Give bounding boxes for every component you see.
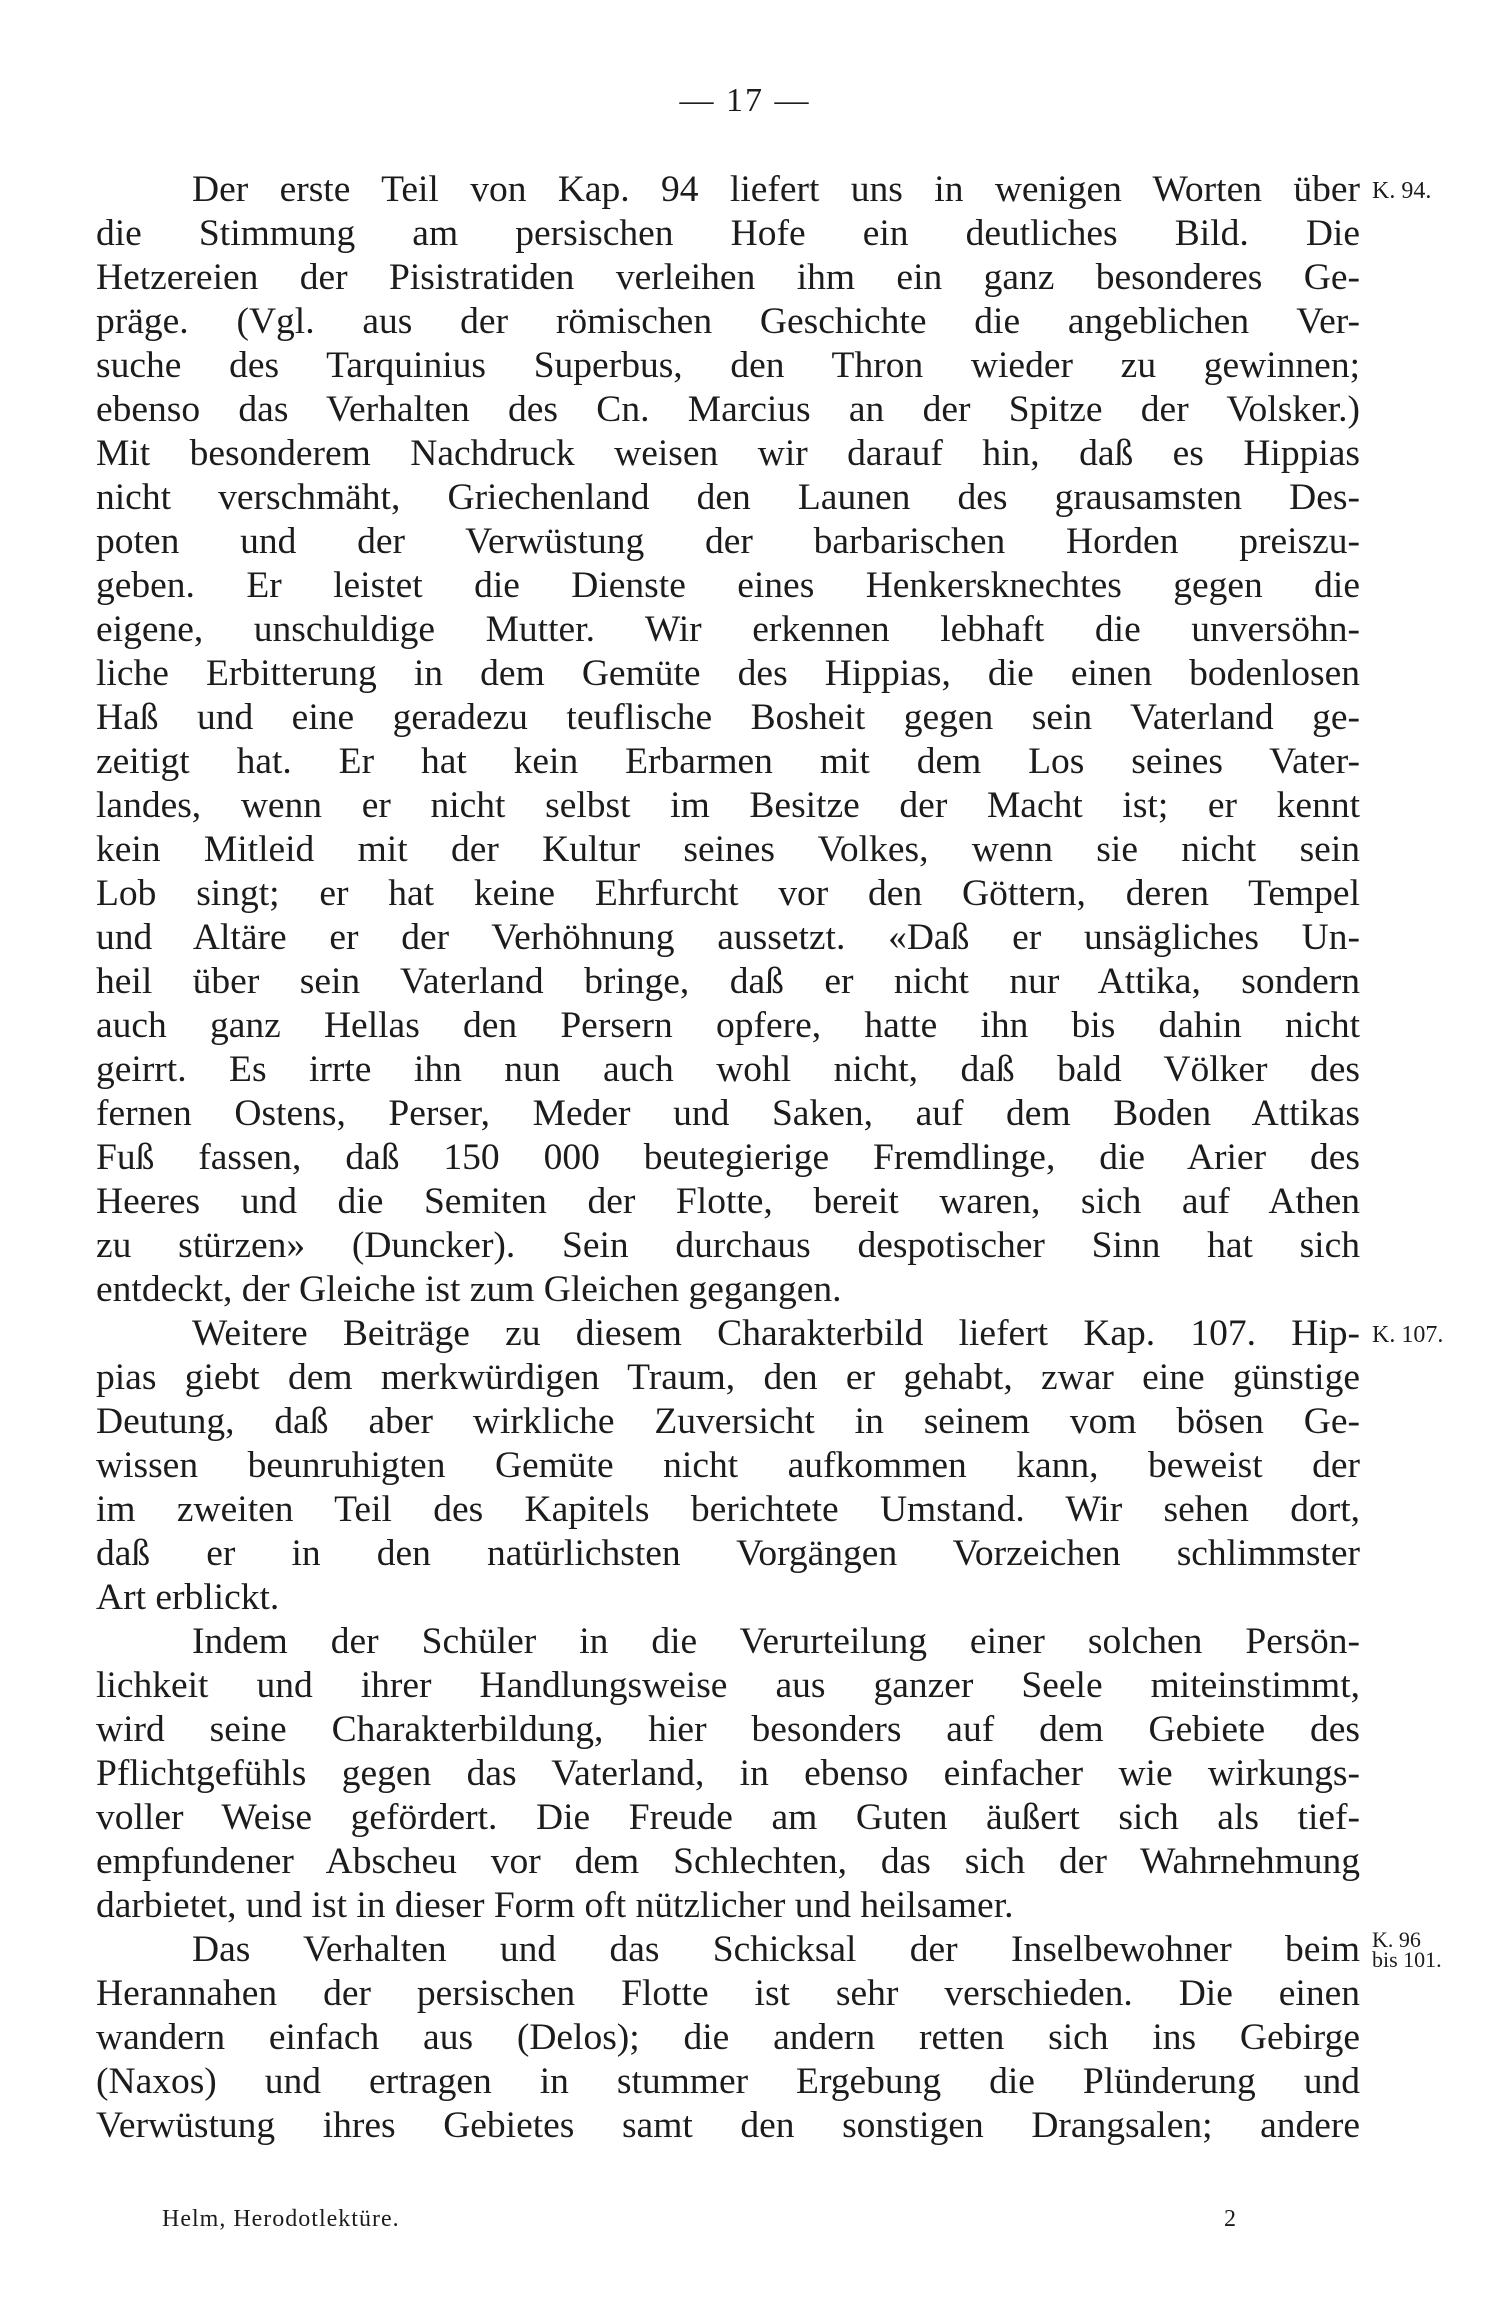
text-line: geirrt. Es irrte ihn nun auch wohl nicht, daß bald Völker des <box>96 1049 1360 1090</box>
text-line: präge. (Vgl. aus der römischen Geschichte die angeblichen Ver- <box>96 301 1360 342</box>
text-line: wird seine Charakterbildung, hier besonders auf dem Gebiete des <box>96 1709 1360 1750</box>
text-line: Das Verhalten und das Schicksal der Inselbewohner beim <box>192 1929 1360 1970</box>
text-line: Fuß fassen, daß 150 000 beutegierige Fremdlinge, die Arier des <box>96 1137 1360 1178</box>
text-line: zu stürzen» (Duncker). Sein durchaus despotischer Sinn hat sich <box>96 1225 1360 1266</box>
text-line: zeitigt hat. Er hat kein Erbarmen mit dem Los seines Vater- <box>96 741 1360 782</box>
margin-note-k96-bottom: bis 101. <box>1372 1947 1442 1972</box>
text-line: Der erste Teil von Kap. 94 liefert uns in wenigen Worten über <box>192 169 1360 210</box>
footer-author-work: Helm, Herodotlektüre. <box>162 2206 400 2232</box>
text-line: Pflichtgefühls gegen das Vaterland, in ebenso einfacher wie wirkungs- <box>96 1753 1360 1794</box>
page-number: — 17 — <box>679 82 811 119</box>
text-line: (Naxos) und ertragen in stummer Ergebung die Plünderung und <box>96 2061 1360 2102</box>
text-line: pias giebt dem merkwürdigen Traum, den er gehabt, zwar eine günstige <box>96 1357 1360 1398</box>
margin-note-k107: K. 107. <box>1372 1322 1444 1348</box>
text-line: Deutung, daß aber wirkliche Zuversicht in seinem vom bösen Ge- <box>96 1401 1360 1442</box>
text-line: entdeckt, der Gleiche ist zum Gleichen gegangen. <box>96 1269 842 1310</box>
text-line: geben. Er leistet die Dienste eines Henkersknechtes gegen die <box>96 565 1360 606</box>
text-line: fernen Ostens, Perser, Meder und Saken, auf dem Boden Attikas <box>96 1093 1360 1134</box>
text-line: heil über sein Vaterland bringe, daß er nicht nur Attika, sondern <box>96 961 1360 1002</box>
text-line: daß er in den natürlichsten Vorgängen Vorzeichen schlimmster <box>96 1533 1360 1574</box>
text-line: ebenso das Verhalten des Cn. Marcius an der Spitze der Volsker.) <box>96 389 1360 430</box>
text-line: Weitere Beiträge zu diesem Charakterbild liefert Kap. 107. Hip- <box>192 1313 1360 1354</box>
text-line: voller Weise gefördert. Die Freude am Guten äußert sich als tief- <box>96 1797 1360 1838</box>
text-line: liche Erbitterung in dem Gemüte des Hippias, die einen bodenlosen <box>96 653 1360 694</box>
text-line: poten und der Verwüstung der barbarischen Horden preiszu- <box>96 521 1360 562</box>
text-line: nicht verschmäht, Griechenland den Launen des grausamsten Des- <box>96 477 1360 518</box>
text-line: Indem der Schüler in die Verurteilung einer solchen Persön- <box>192 1621 1360 1662</box>
text-line: empfundener Abscheu vor dem Schlechten, das sich der Wahrnehmung <box>96 1841 1360 1882</box>
text-line: Lob singt; er hat keine Ehrfurcht vor den Göttern, deren Tempel <box>96 873 1360 914</box>
text-line: suche des Tarquinius Superbus, den Thron wieder zu gewinnen; <box>96 345 1360 386</box>
text-line: lichkeit und ihrer Handlungsweise aus ganzer Seele miteinstimmt, <box>96 1665 1360 1706</box>
text-line: Haß und eine geradezu teuflische Bosheit gegen sein Vaterland ge- <box>96 697 1360 738</box>
text-line: Hetzereien der Pisistratiden verleihen ihm ein ganz besonderes Ge- <box>96 257 1360 298</box>
text-line: Verwüstung ihres Gebietes samt den sonstigen Drangsalen; andere <box>96 2105 1360 2146</box>
text-line: im zweiten Teil des Kapitels berichtete Umstand. Wir sehen dort, <box>96 1489 1360 1530</box>
text-line: landes, wenn er nicht selbst im Besitze der Macht ist; er kennt <box>96 785 1360 826</box>
text-line: eigene, unschuldige Mutter. Wir erkennen lebhaft die unversöhn- <box>96 609 1360 650</box>
text-line: und Altäre er der Verhöhnung aussetzt. «Daß er unsägliches Un- <box>96 917 1360 958</box>
margin-note-k96-top: K. 96 <box>1372 1927 1421 1952</box>
margin-note-k94: K. 94. <box>1372 178 1432 204</box>
text-line: Herannahen der persischen Flotte ist sehr verschieden. Die einen <box>96 1973 1360 2014</box>
footer-signature: 2 <box>1224 2206 1236 2232</box>
text-line: darbietet, und ist in dieser Form oft nützlicher und heilsamer. <box>96 1885 1014 1926</box>
text-line: die Stimmung am persischen Hofe ein deutliches Bild. Die <box>96 213 1360 254</box>
text-line: Mit besonderem Nachdruck weisen wir darauf hin, daß es Hippias <box>96 433 1360 474</box>
text-line: wissen beunruhigten Gemüte nicht aufkommen kann, beweist der <box>96 1445 1360 1486</box>
text-line: kein Mitleid mit der Kultur seines Volkes, wenn sie nicht sein <box>96 829 1360 870</box>
text-line: Heeres und die Semiten der Flotte, bereit waren, sich auf Athen <box>96 1181 1360 1222</box>
text-line: Art erblickt. <box>96 1577 280 1618</box>
text-line: auch ganz Hellas den Persern opfere, hatte ihn bis dahin nicht <box>96 1005 1360 1046</box>
text-line: wandern einfach aus (Delos); die andern retten sich ins Gebirge <box>96 2017 1360 2058</box>
